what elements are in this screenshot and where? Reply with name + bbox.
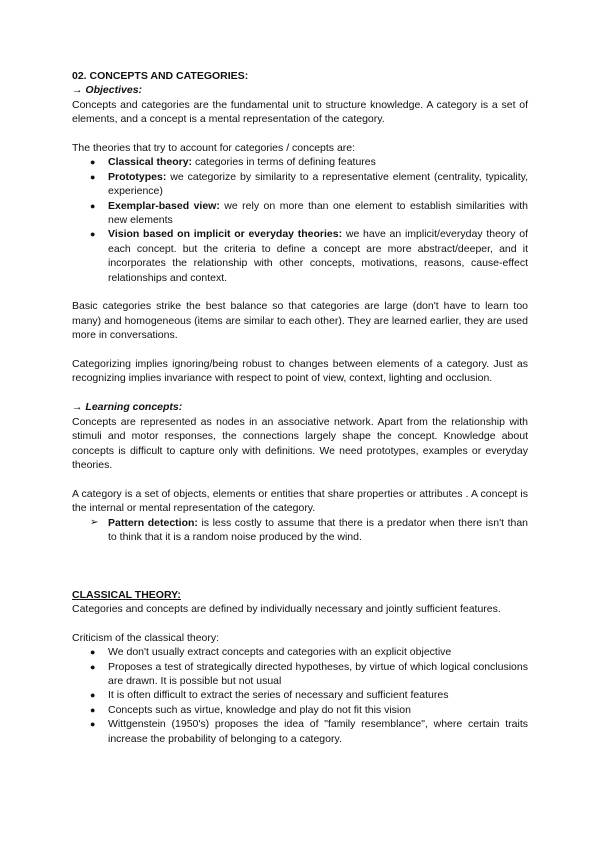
- criticism-heading: Criticism of the classical theory:: [72, 631, 220, 644]
- theory-text: we have an implicit/everyday theory of each concept. but the criteria to define a concept are more abstract/deeper, and it incorporates the relationship with other concepts, motivations, reasons, cause-effect relationships and context.: [108, 228, 528, 284]
- criticism-text: Wittgenstein (1950's) proposes the idea of "family resemblance", where certain traits increase the probability of belonging to a category.: [108, 718, 528, 745]
- classical-theory-title: CLASSICAL THEORY:: [72, 588, 181, 601]
- theories-list: [72, 155, 528, 285]
- theory-term: Vision based on implicit or everyday theories:: [108, 228, 343, 241]
- pattern-list: [72, 516, 528, 545]
- list-item: [72, 645, 528, 659]
- learning-heading: → Learning concepts:: [72, 401, 183, 414]
- theory-term: Prototypes:: [108, 170, 167, 183]
- list-item: [72, 199, 528, 228]
- list-item: [72, 703, 528, 717]
- theory-text: we rely on more than one element to establish similarities with new elements: [108, 199, 529, 227]
- categorizing-paragraph: Categorizing implies ignoring/being robust to changes between elements of a category. Just as recognizing implies invariance with respect to point of view, context, lighting and occlusion.: [72, 358, 528, 385]
- bullet-icon: ●: [90, 171, 96, 182]
- objectives-heading: → Objectives:: [72, 84, 143, 97]
- list-item: [72, 516, 528, 545]
- list-item: [72, 717, 528, 746]
- document-body: [72, 69, 528, 746]
- category-definition: A category is a set of objects, elements or entities that share properties or attributes . A concept is the internal or mental representation of the category.: [72, 487, 528, 515]
- criticism-text: It is often difficult to extract the series of necessary and sufficient features: [108, 689, 449, 702]
- list-item: [72, 660, 528, 689]
- theory-term: Exemplar-based view:: [108, 199, 220, 212]
- section-title: 02. CONCEPTS AND CATEGORIES:: [72, 70, 249, 82]
- theories-intro: The theories that try to account for categories / concepts are:: [72, 142, 356, 155]
- arrow-bullet-icon: ➢: [90, 516, 99, 528]
- learning-paragraph: Concepts are represented as nodes in an associative network. Apart from the relationship with stimuli and motor responses, the connections largely shape the concept. Knowledge about concepts is difficult to capture only with definitions. We need prototypes, examples or everyday theories.: [72, 415, 528, 471]
- bullet-icon: ●: [90, 690, 96, 701]
- criticism-list: [72, 645, 528, 746]
- bullet-icon: ●: [90, 704, 96, 715]
- list-item: [72, 170, 528, 199]
- list-item: [72, 227, 528, 285]
- criticism-text: We don't usually extract concepts and categories with an explicit objective: [108, 646, 452, 659]
- bullet-icon: ●: [90, 661, 96, 672]
- list-item: [72, 155, 528, 169]
- criticism-text: Concepts such as virtue, knowledge and play do not fit this vision: [108, 703, 411, 716]
- bullet-icon: ●: [90, 200, 96, 211]
- theory-term: Classical theory:: [108, 156, 193, 169]
- bullet-icon: ●: [90, 719, 96, 730]
- bullet-icon: ●: [90, 157, 96, 168]
- basic-categories-paragraph: Basic categories strike the best balance so that categories are large (don't have to learn too many) and homogeneous (items are similar to each other). They are learned earlier, they are used more in conversations.: [72, 300, 528, 342]
- criticism-text: Proposes a test of strategically directed hypotheses, by virtue of which logical conclusions are drawn. It is possible but not usual: [108, 660, 528, 687]
- intro-paragraph: Concepts and categories are the fundamental unit to structure knowledge. A category is a set of elements, and a concept is a mental representation of the category.: [72, 98, 528, 126]
- list-item: [72, 688, 528, 702]
- pattern-term: Pattern detection:: [108, 516, 198, 529]
- pattern-text: is less costly to assume that there is a predator when there isn't than to think that it is a random noise produced by the wind.: [108, 516, 529, 543]
- bullet-icon: ●: [90, 229, 96, 240]
- bullet-icon: ●: [90, 647, 96, 658]
- classical-intro: Categories and concepts are defined by individually necessary and jointly sufficient features.: [72, 602, 501, 615]
- theory-text: we categorize by similarity to a representative element (centrality, typicality, experience): [108, 170, 528, 198]
- theory-text: categories in terms of defining features: [192, 156, 376, 169]
